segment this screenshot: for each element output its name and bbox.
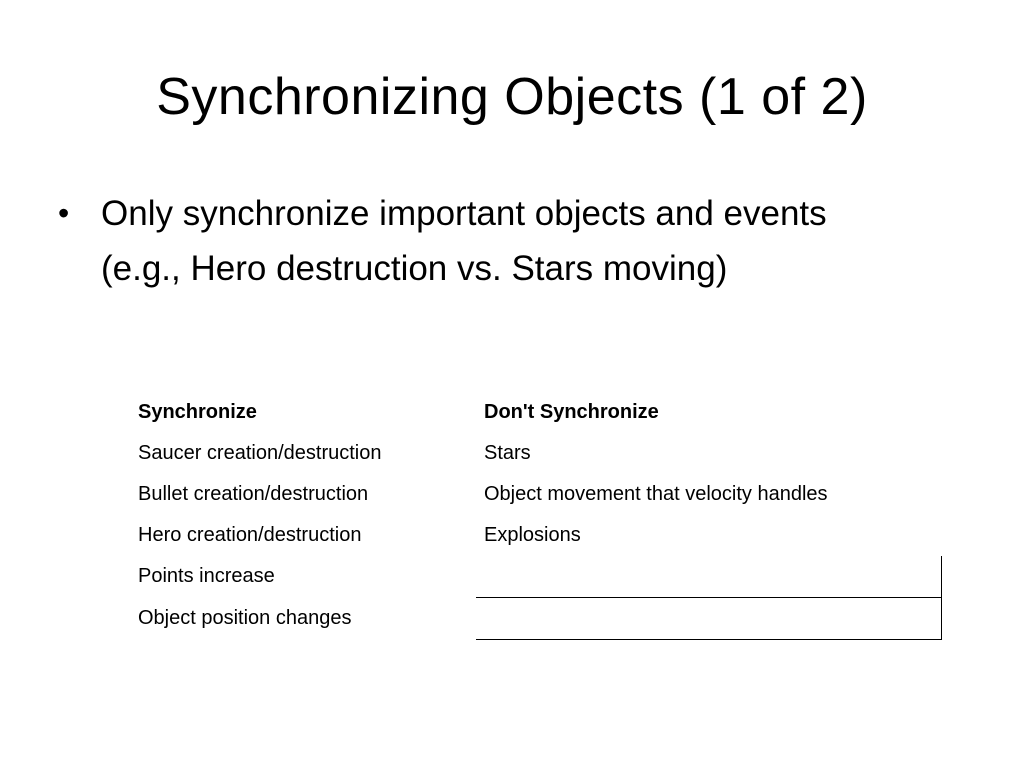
cell-synchronize: Bullet creation/destruction [138, 483, 369, 505]
table-row [130, 474, 941, 515]
slide-title: Synchronizing Objects (1 of 2) [156, 68, 868, 126]
cell-synchronize: Saucer creation/destruction [138, 442, 382, 464]
cell-synchronize: Hero creation/destruction [138, 524, 362, 546]
sync-table [130, 392, 942, 640]
table-row [130, 598, 941, 640]
cell-dont-synchronize: Explosions [484, 524, 581, 546]
table-row [130, 433, 941, 474]
cell-dont-synchronize: Stars [484, 442, 531, 464]
header-dont-synchronize: Don't Synchronize [484, 401, 659, 423]
bullet-symbol: • [58, 195, 70, 231]
cell-dont-synchronize-empty [476, 556, 941, 598]
table-row [130, 515, 941, 556]
cell-dont-synchronize: Object movement that velocity handles [484, 483, 828, 505]
table-row [130, 556, 941, 598]
table-header-row [130, 392, 941, 433]
cell-dont-synchronize-empty [476, 598, 941, 640]
header-synchronize: Synchronize [138, 401, 257, 423]
cell-synchronize: Points increase [138, 565, 275, 588]
bullet-item: Only synchronize important objects and events (e.g., Hero destruction vs. Stars moving) [101, 194, 827, 288]
cell-synchronize: Object position changes [138, 607, 352, 629]
